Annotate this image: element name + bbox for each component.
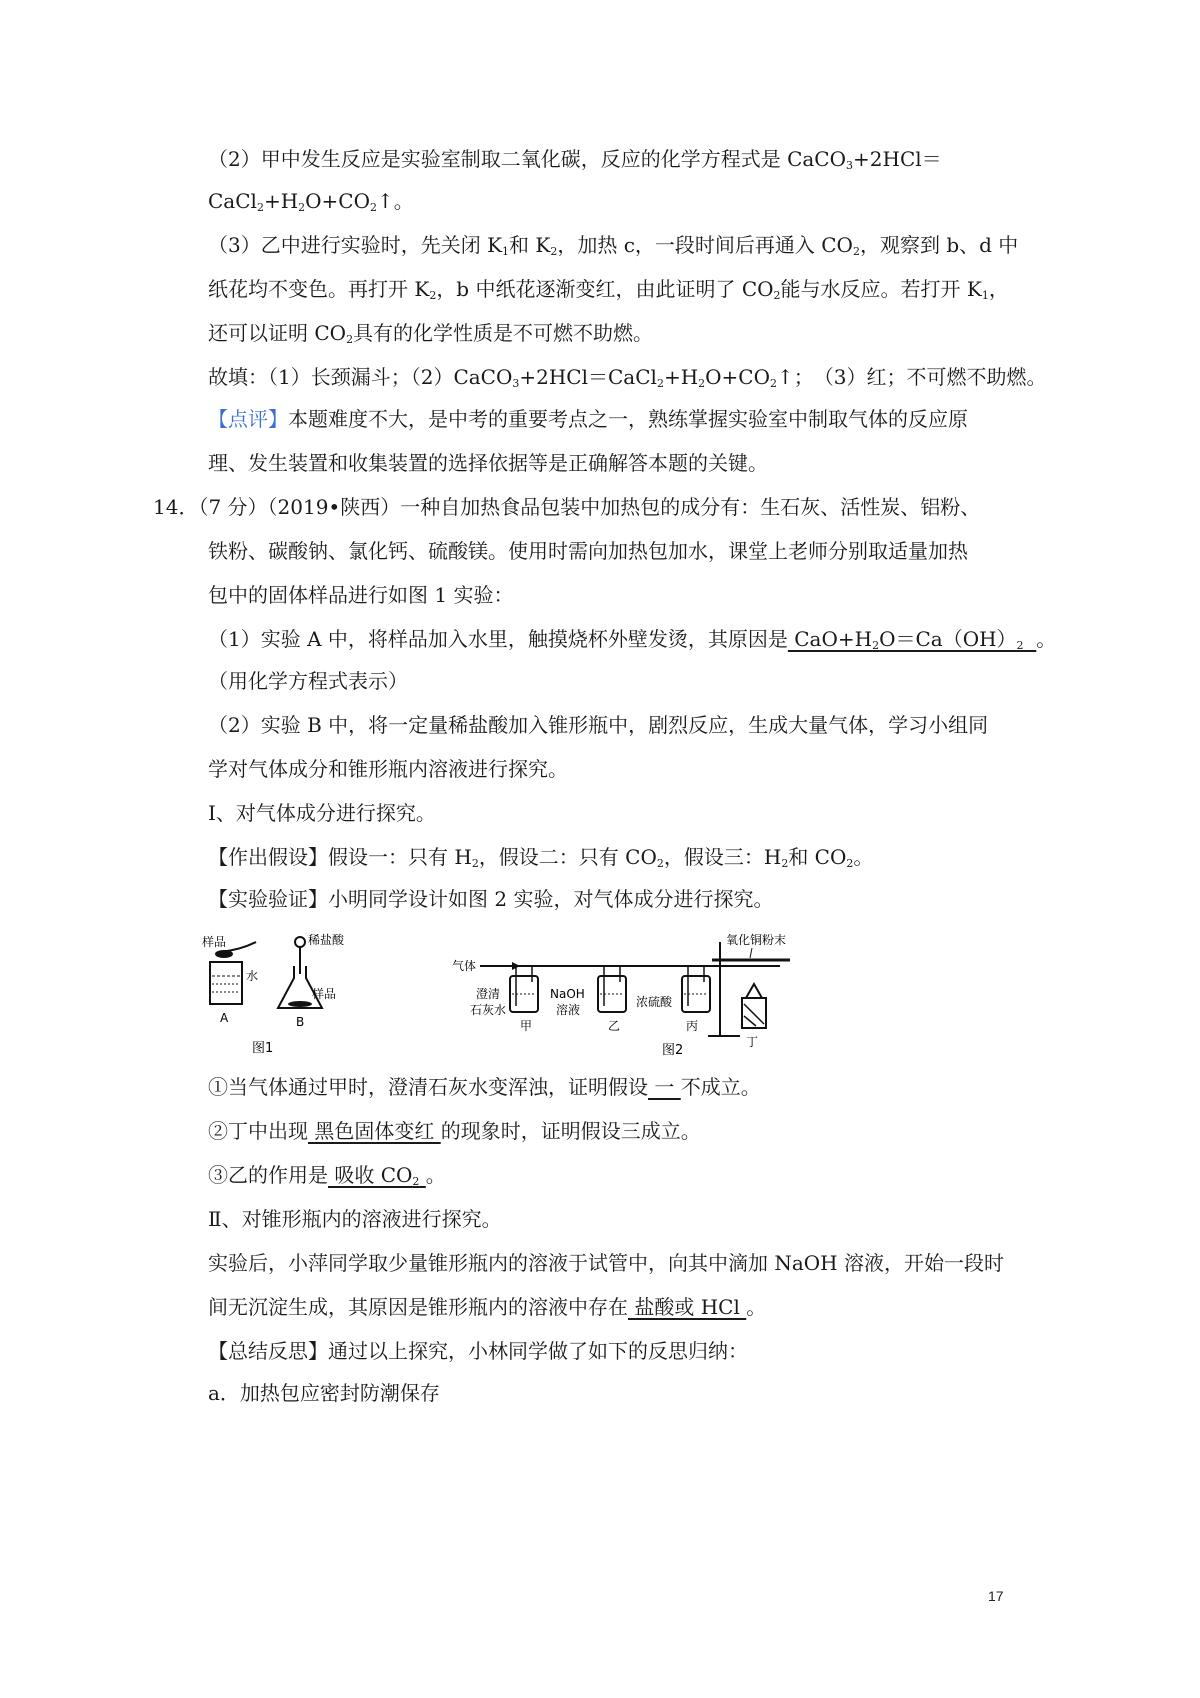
text: 和 CO — [788, 845, 847, 869]
summary-tag: 【总结反思】 — [208, 1339, 328, 1363]
text: +H — [663, 365, 699, 389]
answer-line — [208, 364, 1046, 390]
para-3-line1 — [208, 232, 1018, 258]
text: 。 — [1036, 627, 1057, 651]
text: 通过以上探究，小林同学做了如下的反思归纳： — [328, 1339, 748, 1363]
para-2-line2 — [208, 188, 414, 214]
question-14-line1 — [153, 494, 980, 520]
figure-1-caption: 图1 — [252, 1041, 274, 1056]
funnel-top — [295, 937, 305, 947]
verification-line — [208, 886, 773, 912]
sub-2-line1 — [208, 712, 988, 738]
text: （3）乙中进行实验时，先关闭 K — [208, 233, 503, 257]
text: 能与水反应。若打开 K — [780, 277, 982, 301]
subscript: 1 — [981, 289, 989, 302]
hypothesis-line — [208, 844, 873, 870]
subscript: 2 — [1016, 639, 1024, 652]
hypothesis-tag: 【作出假设】 — [208, 845, 328, 869]
review-line2 — [208, 450, 768, 476]
text: 和 K — [509, 233, 551, 257]
subscript: 2 — [781, 857, 789, 870]
summary-line — [208, 1338, 748, 1364]
subscript: 2 — [852, 245, 860, 258]
label-cuo: 氧化铜粉末 — [726, 933, 787, 947]
answer-blank — [328, 1163, 426, 1187]
text: 的现象时，证明假设三成立。 — [440, 1119, 701, 1143]
review-tag: 【点评】 — [208, 407, 288, 431]
page-number: 17 — [988, 1588, 1004, 1604]
text: 故填：（1）长颈漏斗；（2）CaCO — [208, 365, 513, 389]
label-water: 水 — [246, 969, 259, 983]
text: ，观察到 b、d 中 — [859, 233, 1019, 257]
hatch — [744, 1004, 764, 1024]
para-2-line1 — [208, 146, 942, 172]
text: 学对气体成分和锥形瓶内溶液进行探究。 — [208, 757, 568, 781]
text: O+CO — [705, 365, 770, 389]
para-3-line2 — [208, 276, 1009, 302]
label-limewater-1: 澄清 — [476, 987, 501, 1001]
label-b: B — [296, 1015, 305, 1029]
subscript: 2 — [656, 377, 664, 390]
label-yi: 乙 — [608, 1019, 621, 1033]
text: ，假设三：H — [663, 845, 782, 869]
subscript: 2 — [346, 333, 354, 346]
text: 吸收 CO — [328, 1163, 413, 1187]
item-a — [208, 1380, 440, 1406]
figure-2 — [450, 926, 850, 1060]
subscript: 2 — [872, 639, 880, 652]
text: 。 — [853, 845, 874, 869]
part-1-heading — [208, 800, 436, 826]
question-14-line3 — [208, 582, 513, 608]
label-bing: 丙 — [686, 1019, 699, 1033]
text: ，b 中纸花逐渐变红，由此证明了 CO — [436, 277, 774, 301]
subscript: 2 — [656, 857, 664, 870]
label-a: A — [220, 1011, 229, 1025]
experiment-line2 — [208, 1294, 766, 1320]
subscript: 2 — [370, 201, 377, 214]
text: 14．（7 分）（2019•陕西）一种自加热食品包装中加热包的成分有：生石灰、活性炭、铝粉、 — [153, 495, 981, 519]
subscript: 2 — [256, 201, 264, 214]
text: Ⅱ、对锥形瓶内的溶液进行探究。 — [208, 1207, 502, 1231]
experiment-line1 — [208, 1250, 1004, 1276]
para-3-line3 — [208, 320, 653, 346]
sub-2-line2 — [208, 756, 568, 782]
text: 本题难度不大，是中考的重要考点之一，熟练掌握实验室中制取气体的反应原 — [288, 407, 968, 431]
verification-tag: 【实验验证】 — [208, 887, 328, 911]
text: ，假设二：只有 CO — [478, 845, 657, 869]
text: 理、发生装置和收集装置的选择依据等是正确解答本题的关键。 — [208, 451, 768, 475]
text: O+CO — [305, 189, 370, 213]
text: （2）甲中发生反应是实验室制取二氧化碳，反应的化学方程式是 CaCO — [208, 147, 847, 171]
text: ↑； （3）红；不可燃不助燃。 — [777, 365, 1047, 389]
text: 包中的固体样品进行如图 1 实验： — [208, 583, 514, 607]
answer-blank: 盐酸或 HCl — [628, 1295, 747, 1319]
figure-2-caption: 图2 — [662, 1043, 684, 1058]
text: ②丁中出现 — [208, 1119, 308, 1143]
subscript: 2 — [550, 245, 558, 258]
conclusion-1 — [208, 1074, 761, 1100]
subscript: 2 — [471, 857, 479, 870]
text: +H — [263, 189, 299, 213]
label-sample-2: 样品 — [312, 987, 337, 1001]
text: 还可以证明 CO — [208, 321, 347, 345]
conclusion-3 — [208, 1162, 446, 1188]
subscript: 2 — [412, 1175, 420, 1188]
text: 纸花均不变色。再打开 K — [208, 277, 430, 301]
text: 实验后，小萍同学取少量锥形瓶内的溶液于试管中，向其中滴加 NaOH 溶液，开始一段时 — [208, 1251, 1004, 1275]
text: ， — [988, 277, 1009, 301]
sub-1-line2 — [208, 668, 408, 694]
text: ①当气体通过甲时，澄清石灰水变浑浊，证明假设 — [208, 1075, 648, 1099]
text: a．加热包应密封防潮保存 — [208, 1381, 440, 1405]
label-gas: 气体 — [452, 959, 477, 973]
subscript: 3 — [846, 159, 854, 172]
answer-blank: 黑色固体变红 — [308, 1119, 441, 1143]
label-acid: 稀盐酸 — [308, 933, 345, 947]
label-ding: 丁 — [746, 1035, 759, 1049]
subscript: 3 — [512, 377, 520, 390]
text: 具有的化学性质是不可燃不助燃。 — [353, 321, 654, 345]
subscript: 2 — [429, 289, 437, 302]
text: ③乙的作用是 — [208, 1163, 328, 1187]
text: CaCl — [208, 189, 257, 213]
conclusion-2 — [208, 1118, 701, 1144]
subscript: 2 — [698, 377, 706, 390]
text: ↑。 — [377, 189, 414, 213]
answer-blank — [788, 627, 1036, 651]
text: CaO+H — [787, 627, 873, 651]
text: （1）实验 A 中，将样品加入水里，触摸烧杯外壁发烫，其原因是 — [208, 627, 788, 651]
label-naoh-1: NaOH — [550, 987, 585, 1001]
sub-1-line1 — [208, 626, 1056, 652]
hatch — [744, 1016, 756, 1026]
text: 小明同学设计如图 2 实验，对气体成分进行探究。 — [328, 887, 774, 911]
label-h2so4: 浓硫酸 — [636, 995, 673, 1009]
subscript: 2 — [298, 201, 306, 214]
text: Ⅰ、对气体成分进行探究。 — [208, 801, 436, 825]
lamp-top — [746, 984, 762, 998]
subscript: 2 — [770, 377, 777, 390]
text: 。 — [425, 1163, 446, 1187]
text: 假设一：只有 H — [328, 845, 472, 869]
subscript: 1 — [502, 245, 510, 258]
label-naoh-2: 溶液 — [556, 1003, 581, 1017]
subscript: 2 — [846, 857, 854, 870]
subscript: 2 — [773, 289, 781, 302]
answer-blank: 一 — [648, 1075, 681, 1099]
text: 间无沉淀生成，其原因是锥形瓶内的溶液中存在 — [208, 1295, 628, 1319]
pointer — [750, 948, 752, 958]
text: ，加热 c，一段时间后再通入 CO — [557, 233, 853, 257]
text: +2HCl＝ — [853, 147, 942, 171]
part-2-heading — [208, 1206, 502, 1232]
text: （用化学方程式表示） — [208, 669, 408, 693]
figure-1 — [200, 928, 370, 1058]
review-line1 — [208, 406, 968, 432]
sample-in-flask — [288, 1001, 312, 1007]
spoon-bowl — [215, 950, 233, 958]
beaker — [210, 962, 242, 1004]
label-jia: 甲 — [520, 1019, 533, 1033]
text: +2HCl＝CaCl — [519, 365, 657, 389]
text: 。 — [746, 1295, 767, 1319]
text: 铁粉、碳酸钠、氯化钙、硫酸镁。使用时需向加热包加水，课堂上老师分别取适量加热 — [208, 539, 968, 563]
label-limewater-2: 石灰水 — [470, 1003, 507, 1017]
text: O＝Ca（OH） — [879, 627, 1017, 651]
text: 不成立。 — [680, 1075, 761, 1099]
label-sample: 样品 — [202, 935, 227, 949]
question-14-line2 — [208, 538, 968, 564]
text: （2）实验 B 中，将一定量稀盐酸加入锥形瓶中，剧烈反应，生成大量气体，学习小组同 — [208, 713, 989, 737]
